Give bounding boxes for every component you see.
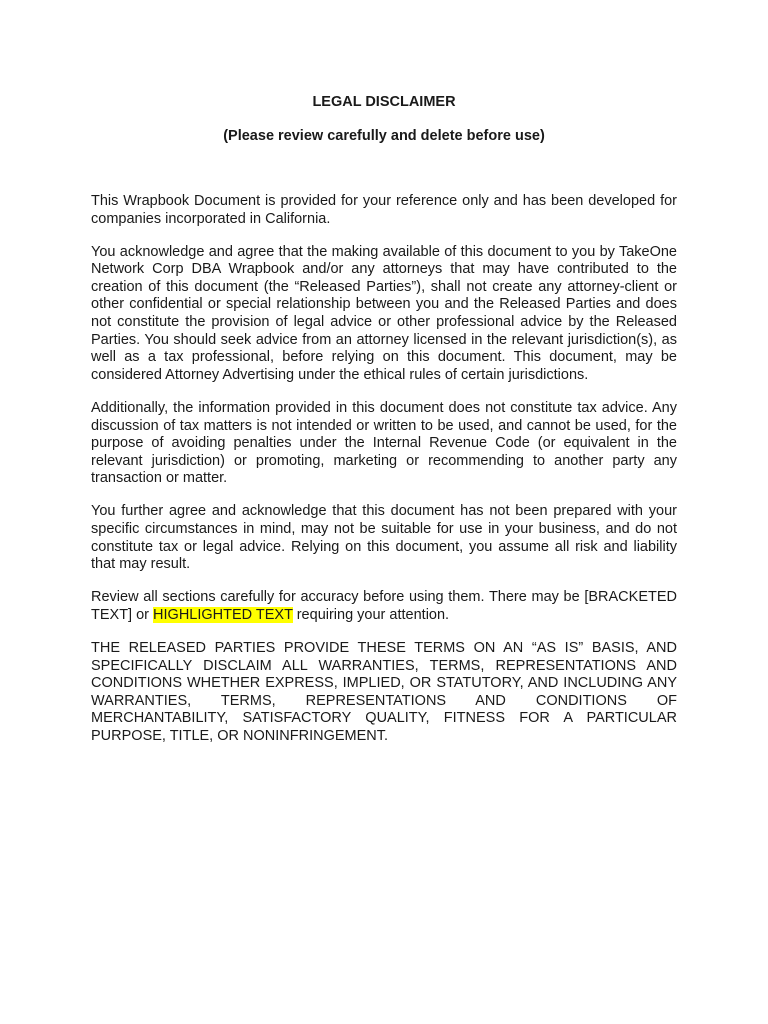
paragraph-review-sections xyxy=(91,589,677,624)
document-body xyxy=(91,193,677,761)
review-text-after: requiring your attention. xyxy=(292,606,450,623)
paragraph-reference-notice: This Wrapbook Document is provided for your reference only and has been developed for companies incorporated in California. xyxy=(91,193,677,227)
paragraph-circumstances: You further agree and acknowledge that this document has not been prepared with your specific circumstances in mind, may not be suitable for use in your business, and do not constitute tax or legal advice. Relying on this document, you assume all risk and liability that may result. xyxy=(91,503,677,573)
paragraph-warranty-disclaimer: THE RELEASED PARTIES PROVIDE THESE TERMS ON AN “AS IS” BASIS, AND SPECIFICALLY DISCLAIM ALL WARRANTIES, TERMS, REPRESENTATIONS AND CONDITIONS WHETHER EXPRESS, IMPLIED, OR STATUTORY, AND INCLUDING ANY WARRANTIES, TERMS, REPRESENTATIONS AND CONDITIONS OF MERCHANTABILITY, SATISFACTORY QUALITY, FITNESS FOR A PARTICULAR PURPOSE, TITLE, OR NONINFRINGEMENT. xyxy=(91,639,677,744)
review-text-before: Review all sections carefully for accuracy before using them. There may be [BRACKETED TEXT] or xyxy=(91,589,677,623)
paragraph-acknowledgement: You acknowledge and agree that the making available of this document to you by TakeOne Network Corp DBA Wrapbook and/or any attorneys that may have contributed to the creation of this document (the “Released Parties”), shall not create any attorney-client or other confidential or special relationship between you and the Released Parties and does not constitute the provision of legal advice or other professional advice by the Released Parties. You should seek advice from an attorney licensed in the relevant jurisdiction(s), as well as a tax professional, before relying on this document. This document, may be considered Attorney Advertising under the ethical rules of certain jurisdictions. xyxy=(91,243,677,383)
document-subtitle: (Please review carefully and delete before use) xyxy=(223,128,545,144)
highlighted-text-marker: HIGHLIGHTED TEXT xyxy=(153,606,293,623)
document-title: LEGAL DISCLAIMER xyxy=(312,94,456,110)
paragraph-tax-advice: Additionally, the information provided in this document does not constitute tax advice. Any discussion of tax matters is not intended or written to be used, and cannot be used, for the purpose of avoiding penalties under the Internal Revenue Code (or equivalent in the relevant jurisdiction) or promoting, marketing or recommending to another party any transaction or matter. xyxy=(91,399,677,487)
